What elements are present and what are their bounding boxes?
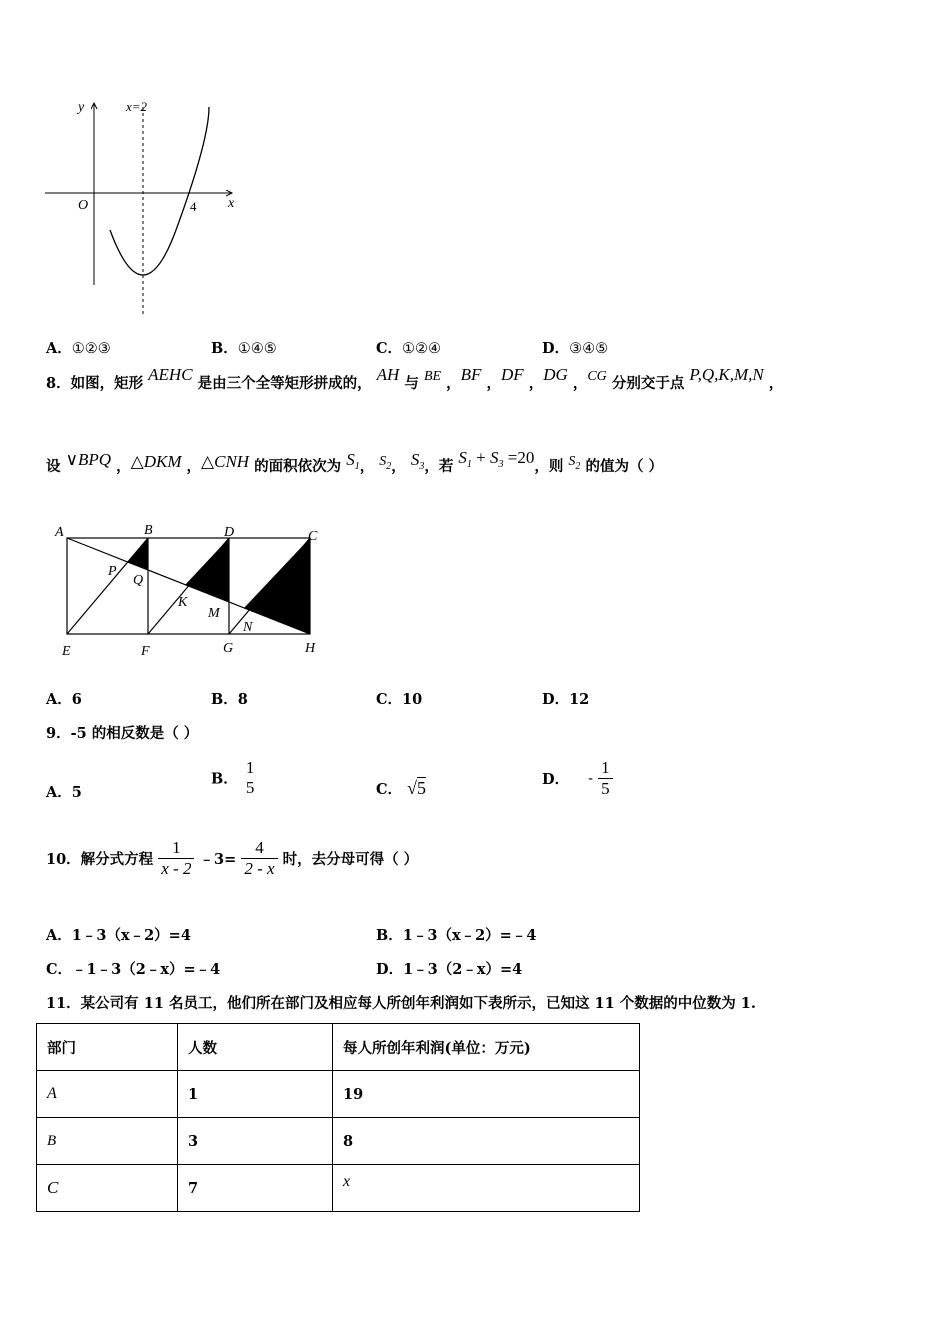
header-department: 部门	[37, 1024, 178, 1071]
triangle-cnh: △CNH	[201, 452, 250, 471]
option-text: 6	[71, 691, 82, 708]
q8-option-c[interactable]	[376, 688, 422, 709]
option-letter: C．	[376, 340, 403, 357]
word-with: 与	[404, 375, 419, 392]
option-letter: C．	[46, 961, 73, 978]
parabola-curve	[110, 107, 209, 275]
area-s2: $S_2$	[379, 454, 392, 472]
table-row	[37, 1118, 640, 1165]
q9-option-a[interactable]	[46, 781, 82, 802]
option-text: 12	[569, 691, 590, 708]
fraction-one-fifth: 1 5	[245, 758, 255, 797]
q7-option-d[interactable]	[542, 337, 608, 358]
table-cell: 8	[333, 1118, 640, 1165]
segment-be: BE	[423, 369, 442, 384]
svg-text:P: P	[108, 564, 117, 579]
option-text: 1﹣3（x﹣2）=4	[71, 927, 191, 944]
option-letter: B．	[211, 770, 238, 788]
word-then: ，则	[534, 458, 564, 475]
svg-text:M: M	[208, 606, 220, 621]
option-letter: D．	[376, 961, 404, 978]
y-axis-label: y	[78, 100, 85, 115]
table-cell: 1	[178, 1071, 333, 1118]
fraction-1-over-x-2: $\frac{1}{x - 2}$	[158, 838, 194, 879]
table-cell: A	[47, 1085, 57, 1102]
parabola-graph	[40, 95, 250, 325]
option-letter: C．	[376, 781, 403, 798]
segment-cg: CG	[587, 369, 607, 384]
triangle-bpq: ∨BPQ	[65, 450, 112, 469]
header-profit: 每人所创年利润(单位：万元)	[333, 1024, 640, 1071]
q8-stem-line2: 设 ∨BPQ ，△DKM ，△CNH 的面积依次为 $S_1$， $S_2$， $S_3$，若 $S_1 + S_3 =20$，则 $S_2$ 的值为（ ）	[46, 448, 664, 475]
minus-three: ﹣3=	[199, 851, 237, 868]
q9-option-b[interactable]	[211, 758, 257, 798]
q11-stem: 11．某公司有 11 名员工，他们所在部门及相应每人所创年利润如下表所示，已知这 11 个数据的中位数为 1.	[46, 995, 756, 1012]
option-text: ①④⑤	[237, 341, 277, 357]
table-cell: 3	[178, 1118, 333, 1165]
intersection-points: P,Q,K,M,N	[689, 365, 764, 384]
q10-option-a[interactable]	[46, 924, 191, 945]
comma: ，	[768, 375, 784, 392]
option-letter: D．	[542, 691, 570, 708]
minus-sign: -	[588, 770, 594, 787]
option-letter: A．	[46, 340, 72, 357]
q10-option-d[interactable]	[376, 958, 522, 979]
option-letter: D．	[542, 771, 570, 788]
option-letter: A．	[46, 784, 72, 801]
svg-text:D: D	[224, 525, 235, 540]
svg-text:G: G	[223, 641, 234, 656]
q8-line2-mid: 的面积依次为	[254, 458, 342, 475]
fraction-4-over-2-x: $\frac{4}{2 - x}$	[241, 838, 277, 879]
q8-mid-text: 是由三个全等矩形拼成的，	[197, 375, 372, 392]
option-letter: B．	[211, 340, 238, 357]
option-text: 1﹣3（2﹣x）=4	[403, 961, 523, 978]
option-letter: C．	[376, 691, 403, 708]
table-cell: x	[343, 1173, 351, 1190]
q7-option-b[interactable]	[211, 337, 277, 358]
x-axis-label: x	[228, 196, 235, 211]
option-text: 8	[237, 691, 248, 708]
option-text: ③④⑤	[569, 341, 609, 357]
svg-text:N: N	[243, 620, 253, 635]
option-letter: B．	[211, 691, 238, 708]
q8-line2-prefix: 设	[46, 458, 61, 475]
q10-option-b[interactable]	[376, 924, 536, 945]
rectangle-figure	[50, 518, 330, 663]
fraction-neg-one-fifth: $\frac{1}{5}$	[598, 758, 613, 799]
svg-text:K: K	[178, 595, 188, 610]
q9-stem: 9．-5 的相反数是（ ）	[46, 725, 199, 742]
option-letter: D．	[542, 340, 570, 357]
table-header-row	[37, 1024, 640, 1071]
rect-name: AEHC	[148, 365, 193, 384]
shaded-triangle-cnh	[244, 538, 310, 634]
sqrt-five: √5	[407, 778, 426, 798]
option-text: ﹣1﹣3（2﹣x）=﹣4	[72, 961, 221, 978]
svg-text:E: E	[62, 644, 71, 659]
q8-stem-line1: 8．如图，矩形 AEHC 是由三个全等矩形拼成的， AH 与 BE ，BF ，DF ，DG ，CG 分别交于点 P,Q,K,M,N ，	[46, 365, 784, 392]
profit-table	[36, 1023, 640, 1212]
shaded-triangle-bpq	[127, 538, 148, 570]
option-letter: A．	[46, 927, 72, 944]
segment-dg: DG	[543, 365, 568, 384]
svg-text:C: C	[308, 529, 318, 544]
q10-prefix: 10．解分式方程	[46, 851, 154, 868]
option-text: 5	[71, 784, 82, 801]
q10-suffix: 时，去分母可得（ ）	[282, 851, 419, 868]
table-row	[37, 1165, 640, 1212]
q8-option-d[interactable]	[542, 688, 589, 709]
area-s3: $S_3$	[410, 450, 425, 472]
q9-option-d[interactable]	[542, 758, 613, 799]
option-letter: A．	[46, 691, 72, 708]
option-letter: B．	[376, 927, 403, 944]
word-if: ，若	[424, 458, 454, 475]
option-text: ①②④	[402, 341, 442, 357]
svg-text:A: A	[55, 525, 64, 540]
table-cell: B	[47, 1132, 57, 1149]
area-s1: $S_1$	[346, 450, 360, 472]
triangle-dkm: △DKM	[130, 452, 182, 471]
segment-df: DF	[500, 365, 524, 384]
q10-option-c[interactable]	[46, 958, 220, 979]
table-cell: C	[47, 1178, 59, 1197]
q7-option-a[interactable]	[46, 337, 111, 358]
header-count: 人数	[178, 1024, 333, 1071]
q7-option-c[interactable]	[376, 337, 441, 358]
shaded-triangle-dkm	[185, 538, 229, 602]
symmetry-line-label: x=2	[126, 99, 148, 114]
area-equation: $S_1 + S_3 =20$	[458, 448, 535, 470]
table-cell: 19	[333, 1071, 640, 1118]
option-text: 1﹣3（x﹣2）=﹣4	[402, 927, 537, 944]
svg-text:F: F	[141, 644, 150, 659]
segment-ah: AH	[376, 365, 400, 384]
q8-cross-text: 分别交于点	[611, 375, 685, 392]
q8-prefix: 8．如图，矩形	[46, 375, 144, 392]
root-label: 4	[190, 199, 197, 214]
q8-option-b[interactable]	[211, 688, 248, 709]
q9-option-c[interactable]	[376, 778, 426, 799]
option-text: ①②③	[71, 341, 111, 357]
table-row	[37, 1071, 640, 1118]
q8-option-a[interactable]	[46, 688, 82, 709]
option-text: 10	[402, 691, 423, 708]
table-cell: 7	[178, 1165, 333, 1212]
q8-tail: 的值为（ ）	[585, 458, 664, 475]
q10-stem	[46, 838, 418, 879]
segment-bf: BF	[460, 365, 482, 384]
origin-label: O	[78, 198, 89, 213]
svg-text:Q: Q	[133, 573, 144, 588]
svg-text:B: B	[144, 523, 153, 538]
svg-text:H: H	[305, 641, 316, 656]
area-s2-target: $S_2$	[568, 454, 581, 472]
